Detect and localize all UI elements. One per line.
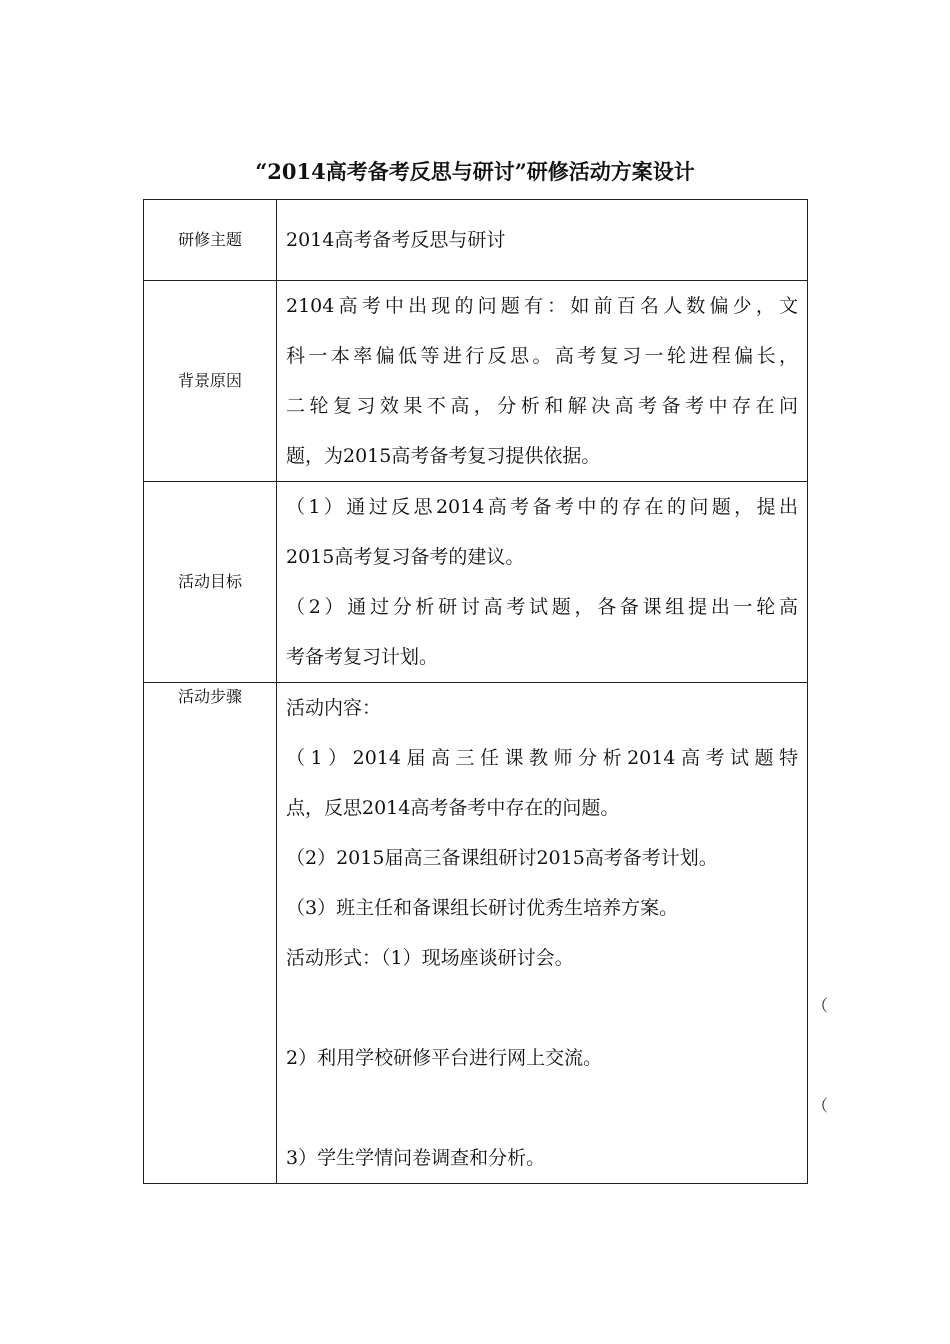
goal-line: 2015高考复习备考的建议。 [286, 546, 525, 568]
background-line: 2104高考中出现的问题有：如前百名人数偏少，文 [286, 295, 798, 317]
side-parenthesis-mark: （ [812, 996, 829, 1015]
table-row-background [144, 281, 808, 482]
label-steps-text: 活动步骤 [177, 687, 242, 706]
table-row-goals [144, 482, 808, 683]
background-line: 科一本率偏低等进行反思。高考复习一轮进程偏长， [286, 345, 798, 367]
spacer [286, 983, 798, 1033]
steps-line: （2）2015届高三备课组研讨2015高考备考计划。 [286, 847, 718, 869]
spacer [286, 1083, 798, 1133]
steps-line: 2）利用学校研修平台进行网上交流。 [286, 1047, 603, 1069]
label-steps [144, 683, 277, 1184]
plan-table [143, 199, 808, 1184]
label-goals: 活动目标 [144, 482, 277, 683]
steps-line: （3）班主任和备课组长研讨优秀生培养方案。 [286, 897, 679, 919]
content-goals [277, 482, 808, 683]
side-parenthesis-mark: （ [812, 1096, 829, 1115]
goal-line: （2）通过分析研讨高考试题，各备课组提出一轮高 [286, 596, 798, 618]
steps-line: 3）学生学情问卷调查和分析。 [286, 1147, 546, 1169]
table-row-steps [144, 683, 808, 1184]
steps-line: 活动内容： [286, 697, 382, 719]
steps-line: 活动形式：（1）现场座谈研讨会。 [286, 947, 574, 969]
steps-line: （1）2014届高三任课教师分析2014高考试题特 [286, 747, 798, 769]
content-theme: 2014高考备考反思与研讨 [277, 200, 808, 281]
label-theme: 研修主题 [144, 200, 277, 281]
steps-line: 点，反思2014高考备考中存在的问题。 [286, 797, 620, 819]
background-line: 题，为2015高考备考复习提供依据。 [286, 445, 601, 467]
background-line: 二轮复习效果不高，分析和解决高考备考中存在问 [286, 395, 798, 417]
content-background [277, 281, 808, 482]
goal-line: 考备考复习计划。 [286, 646, 439, 668]
document-title: “2014高考备考反思与研讨”研修活动方案设计 [255, 159, 695, 184]
goal-line: （1）通过反思2014高考备考中的存在的问题，提出 [286, 496, 798, 518]
content-steps [277, 683, 808, 1184]
table-row-theme [144, 200, 808, 281]
label-background: 背景原因 [144, 281, 277, 482]
